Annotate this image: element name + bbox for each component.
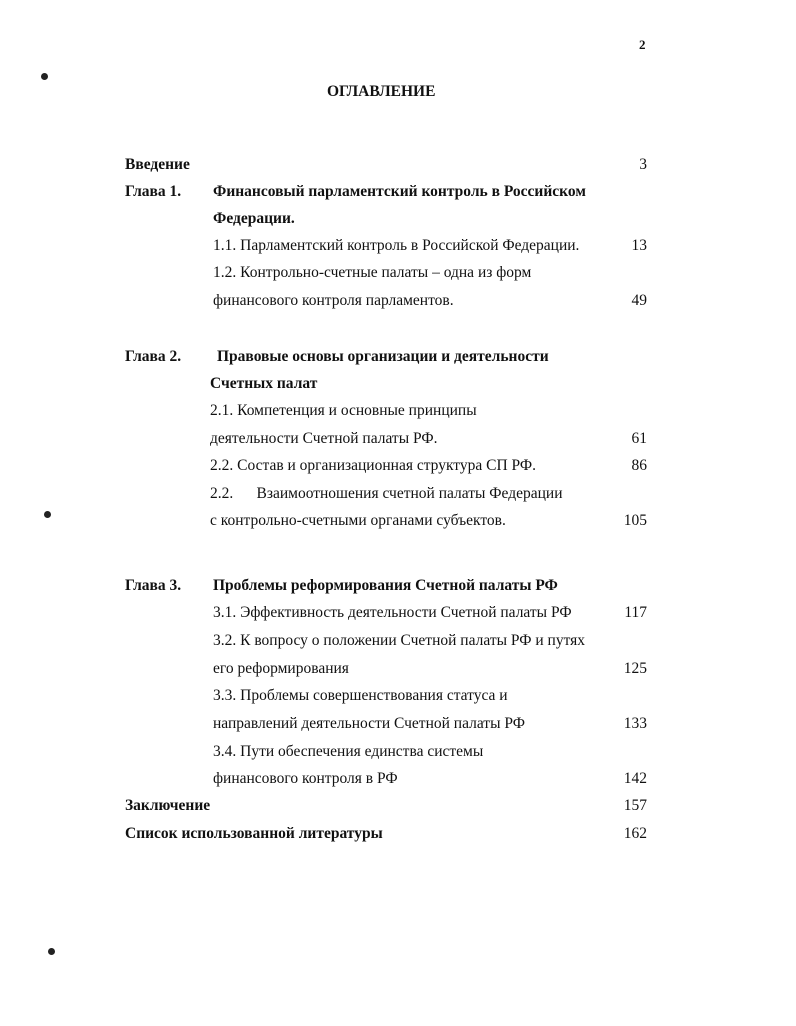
section-title: 3.2. К вопросу о положении Счетной палаты РФ и путях: [213, 632, 586, 649]
section-title: 2.2. Состав и организационная структура СП РФ.: [210, 457, 536, 474]
toc-page: 105: [623, 512, 647, 529]
toc-page: 49: [631, 292, 647, 309]
section-title: 1.1. Парламентский контроль в Российской Федерации.: [213, 237, 580, 254]
section-title: направлений деятельности Счетной палаты РФ: [213, 715, 525, 732]
chapter-title: Счетных палат: [210, 375, 318, 392]
toc-label: Глава 2.: [125, 348, 182, 365]
section-title: 2.1. Компетенция и основные принципы: [210, 402, 477, 419]
section-title: с контрольно-счетными органами субъектов.: [210, 512, 506, 529]
chapter-title: Проблемы реформирования Счетной палаты РФ: [213, 577, 558, 594]
punch-hole-mark: [48, 948, 55, 955]
chapter-title: Финансовый парламентский контроль в Российском: [213, 183, 586, 200]
section-title: 1.2. Контрольно-счетные палаты – одна из форм: [213, 264, 532, 281]
toc-label: Глава 1.: [125, 183, 182, 200]
section-title: 3.3. Проблемы совершенствования статуса и: [213, 687, 508, 704]
page-title: ОГЛАВЛЕНИЕ: [327, 83, 436, 100]
section-title: финансового контроля в РФ: [213, 770, 398, 787]
toc-page: 117: [624, 604, 647, 621]
section-title: 3.4. Пути обеспечения единства системы: [213, 743, 484, 760]
toc-page: 86: [631, 457, 647, 474]
toc-page: 61: [631, 430, 647, 447]
toc-label: Список использованной литературы: [125, 825, 383, 842]
chapter-title: Правовые основы организации и деятельности: [217, 348, 549, 365]
toc-page: 13: [631, 237, 647, 254]
toc-page: 157: [623, 797, 647, 814]
section-title: 2.2. Взаимоотношения счетной палаты Федерации: [210, 485, 563, 502]
section-title: финансового контроля парламентов.: [213, 292, 454, 309]
section-title: его реформирования: [213, 660, 349, 677]
toc-page: 3: [639, 156, 647, 173]
section-title: деятельности Счетной палаты РФ.: [210, 430, 438, 447]
toc-page: 142: [623, 770, 647, 787]
toc-label: Введение: [125, 156, 190, 173]
toc-label: Заключение: [125, 797, 211, 814]
punch-hole-mark: [41, 73, 48, 80]
toc-page: 125: [623, 660, 647, 677]
punch-hole-mark: [44, 511, 51, 518]
toc-page: 162: [623, 825, 647, 842]
toc-label: Глава 3.: [125, 577, 182, 594]
page-number: 2: [639, 37, 646, 52]
chapter-title: Федерации.: [213, 210, 295, 227]
toc-page: 133: [623, 715, 647, 732]
section-title: 3.1. Эффективность деятельности Счетной палаты РФ: [213, 604, 572, 621]
